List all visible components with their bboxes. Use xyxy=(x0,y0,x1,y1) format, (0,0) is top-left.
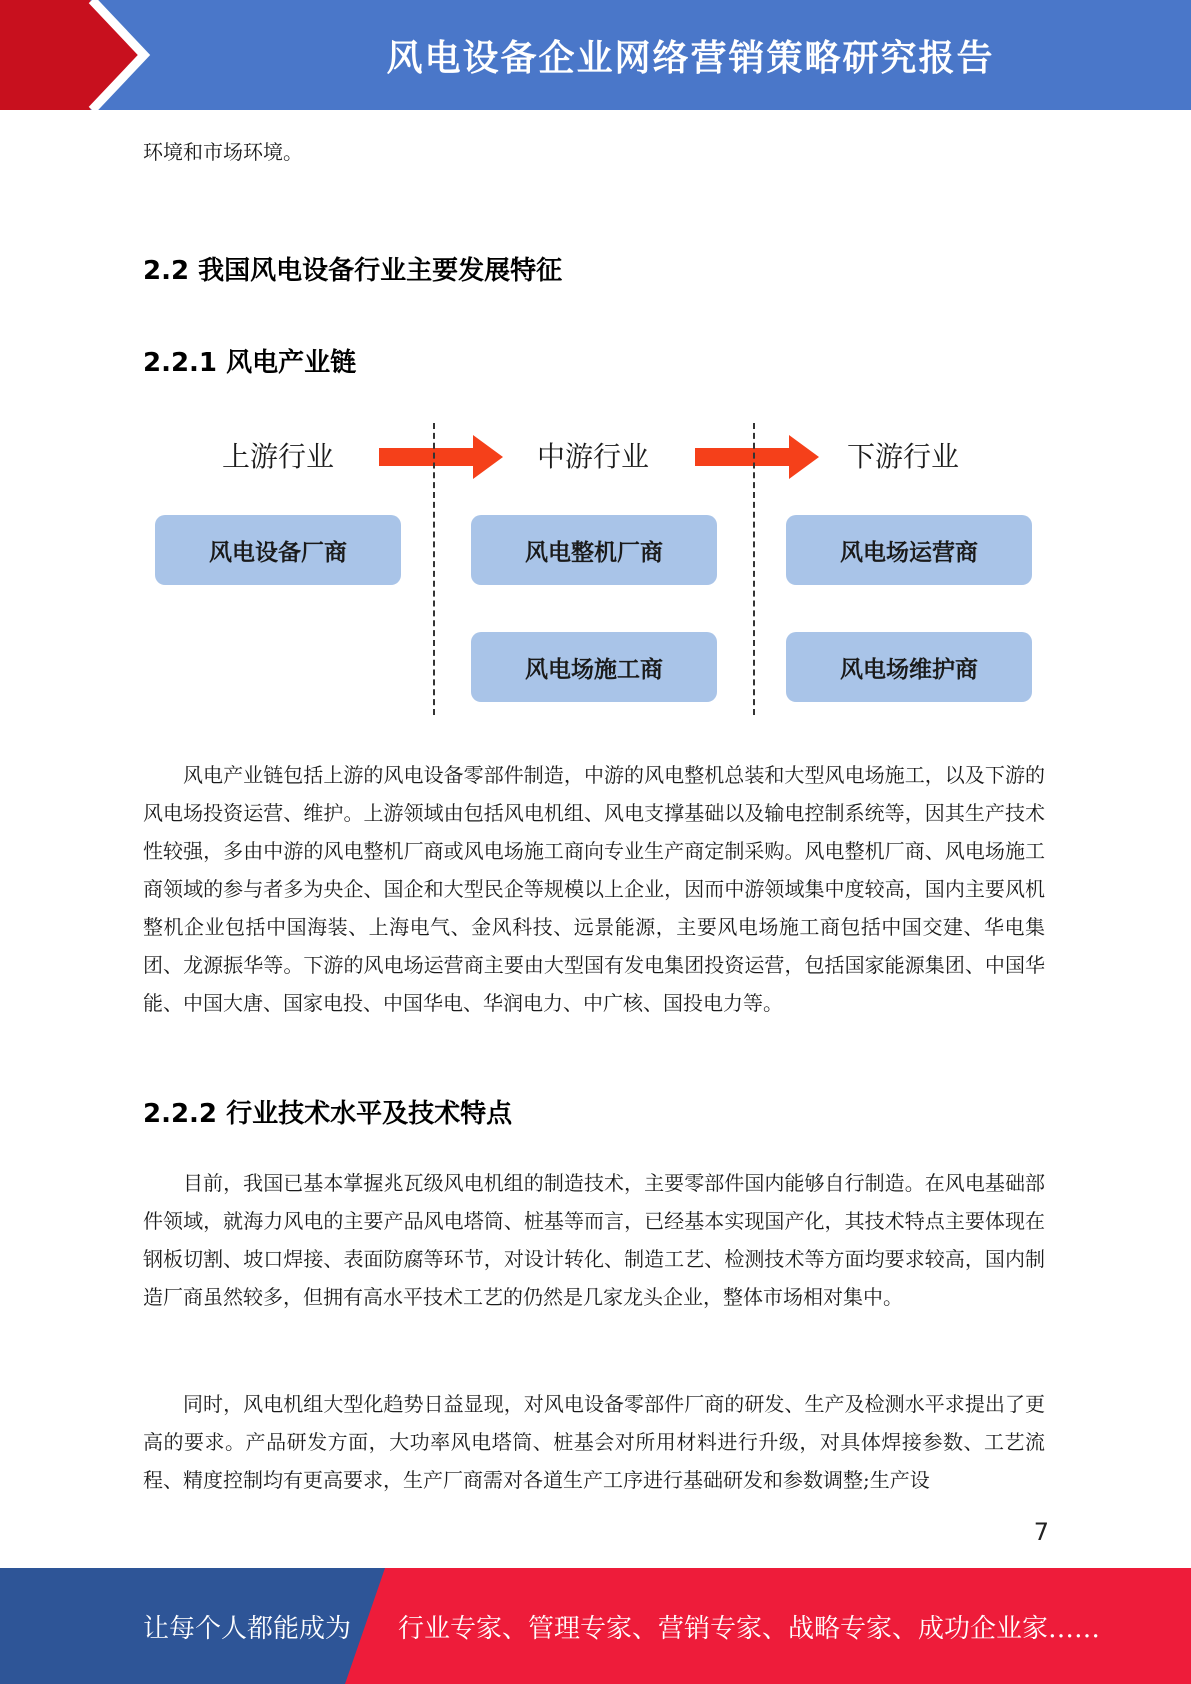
page-header xyxy=(0,0,1191,110)
midstream-title: 中游行业 xyxy=(536,440,649,473)
paragraph-tech-level: 目前，我国已基本掌握兆瓦级风电机组的制造技术，主要零部件国内能够自行制造。在风电基础部件领域，就海力风电的主要产品风电塔筒、桩基等而言，已经基本实现国产化，其技术特点主要体现在钢板切割、坡口焊接、表面防腐等环节，对设计转化、制造工艺、检测技术等方面均要求较高，国内制造厂商虽然较多，但拥有高水平技术工艺的仍然是几家龙头企业，整体市场相对集中。 xyxy=(143,1171,1045,1309)
intro-text-block xyxy=(143,133,1045,171)
tech-paragraph-block-2 xyxy=(143,1385,1045,1499)
box-farm-constructor: 风电场施工商 xyxy=(471,632,717,702)
intro-fragment: 环境和市场环境。 xyxy=(143,140,303,164)
footer-slogan-left: 让每个人都能成为 xyxy=(143,1613,352,1644)
divider-dashed-line xyxy=(753,423,755,715)
section-heading-2-2-2: 2.2.2 行业技术水平及技术特点 xyxy=(143,1099,513,1129)
divider-dashed-line xyxy=(433,423,435,715)
box-farm-operator: 风电场运营商 xyxy=(786,515,1032,585)
section-heading-2-2: 2.2 我国风电设备行业主要发展特征 xyxy=(143,256,563,286)
arrow-right-icon xyxy=(695,435,819,479)
footer-slogan-right: 行业专家、管理专家、营销专家、战略专家、成功企业家…… xyxy=(398,1613,1101,1644)
section-heading-2-2-1: 2.2.1 风电产业链 xyxy=(143,348,357,378)
header-title: 风电设备企业网络营销策略研究报告 xyxy=(386,37,995,79)
chain-paragraph-block xyxy=(143,756,1045,1022)
paragraph-industry-chain: 风电产业链包括上游的风电设备零部件制造，中游的风电整机总装和大型风电场施工，以及下游的风电场投资运营、维护。上游领域由包括风电机组、风电支撑基础以及输电控制系统等，因其生产技术性较强，多由中游的风电整机厂商或风电场施工商向专业生产商定制采购。风电整机厂商、风电场施工商领域的参与者多为央企、国企和大型民企等规模以上企业，因而中游领域集中度较高，国内主要风机整机企业包括中国海装、上海电气、金风科技、远景能源，主要风电场施工商包括中国交建、华电集团、龙源振华等。下游的风电场运营商主要由大型国有发电集团投资运营，包括国家能源集团、中国华能、中国大唐、国家电投、中国华电、华润电力、中广核、国投电力等。 xyxy=(143,763,1045,1015)
paragraph-tech-trend: 同时，风电机组大型化趋势日益显现，对风电设备零部件厂商的研发、生产及检测水平求提出了更高的要求。产品研发方面，大功率风电塔筒、桩基会对所用材料进行升级，对具体焊接参数、工艺流程、精度控制均有更高要求，生产厂商需对各道生产工序进行基础研发和参数调整;生产设 xyxy=(143,1392,1045,1492)
arrow-right-icon xyxy=(379,435,503,479)
box-turbine-maker: 风电整机厂商 xyxy=(471,515,717,585)
industry-chain-diagram xyxy=(143,415,1045,715)
downstream-title: 下游行业 xyxy=(846,440,959,473)
box-wind-equipment-maker: 风电设备厂商 xyxy=(155,515,401,585)
page-footer xyxy=(0,1568,1191,1684)
box-farm-maintainer: 风电场维护商 xyxy=(786,632,1032,702)
page-number: 7 xyxy=(1033,1518,1049,1546)
tech-paragraph-block-1 xyxy=(143,1164,1045,1316)
upstream-title: 上游行业 xyxy=(221,440,334,473)
